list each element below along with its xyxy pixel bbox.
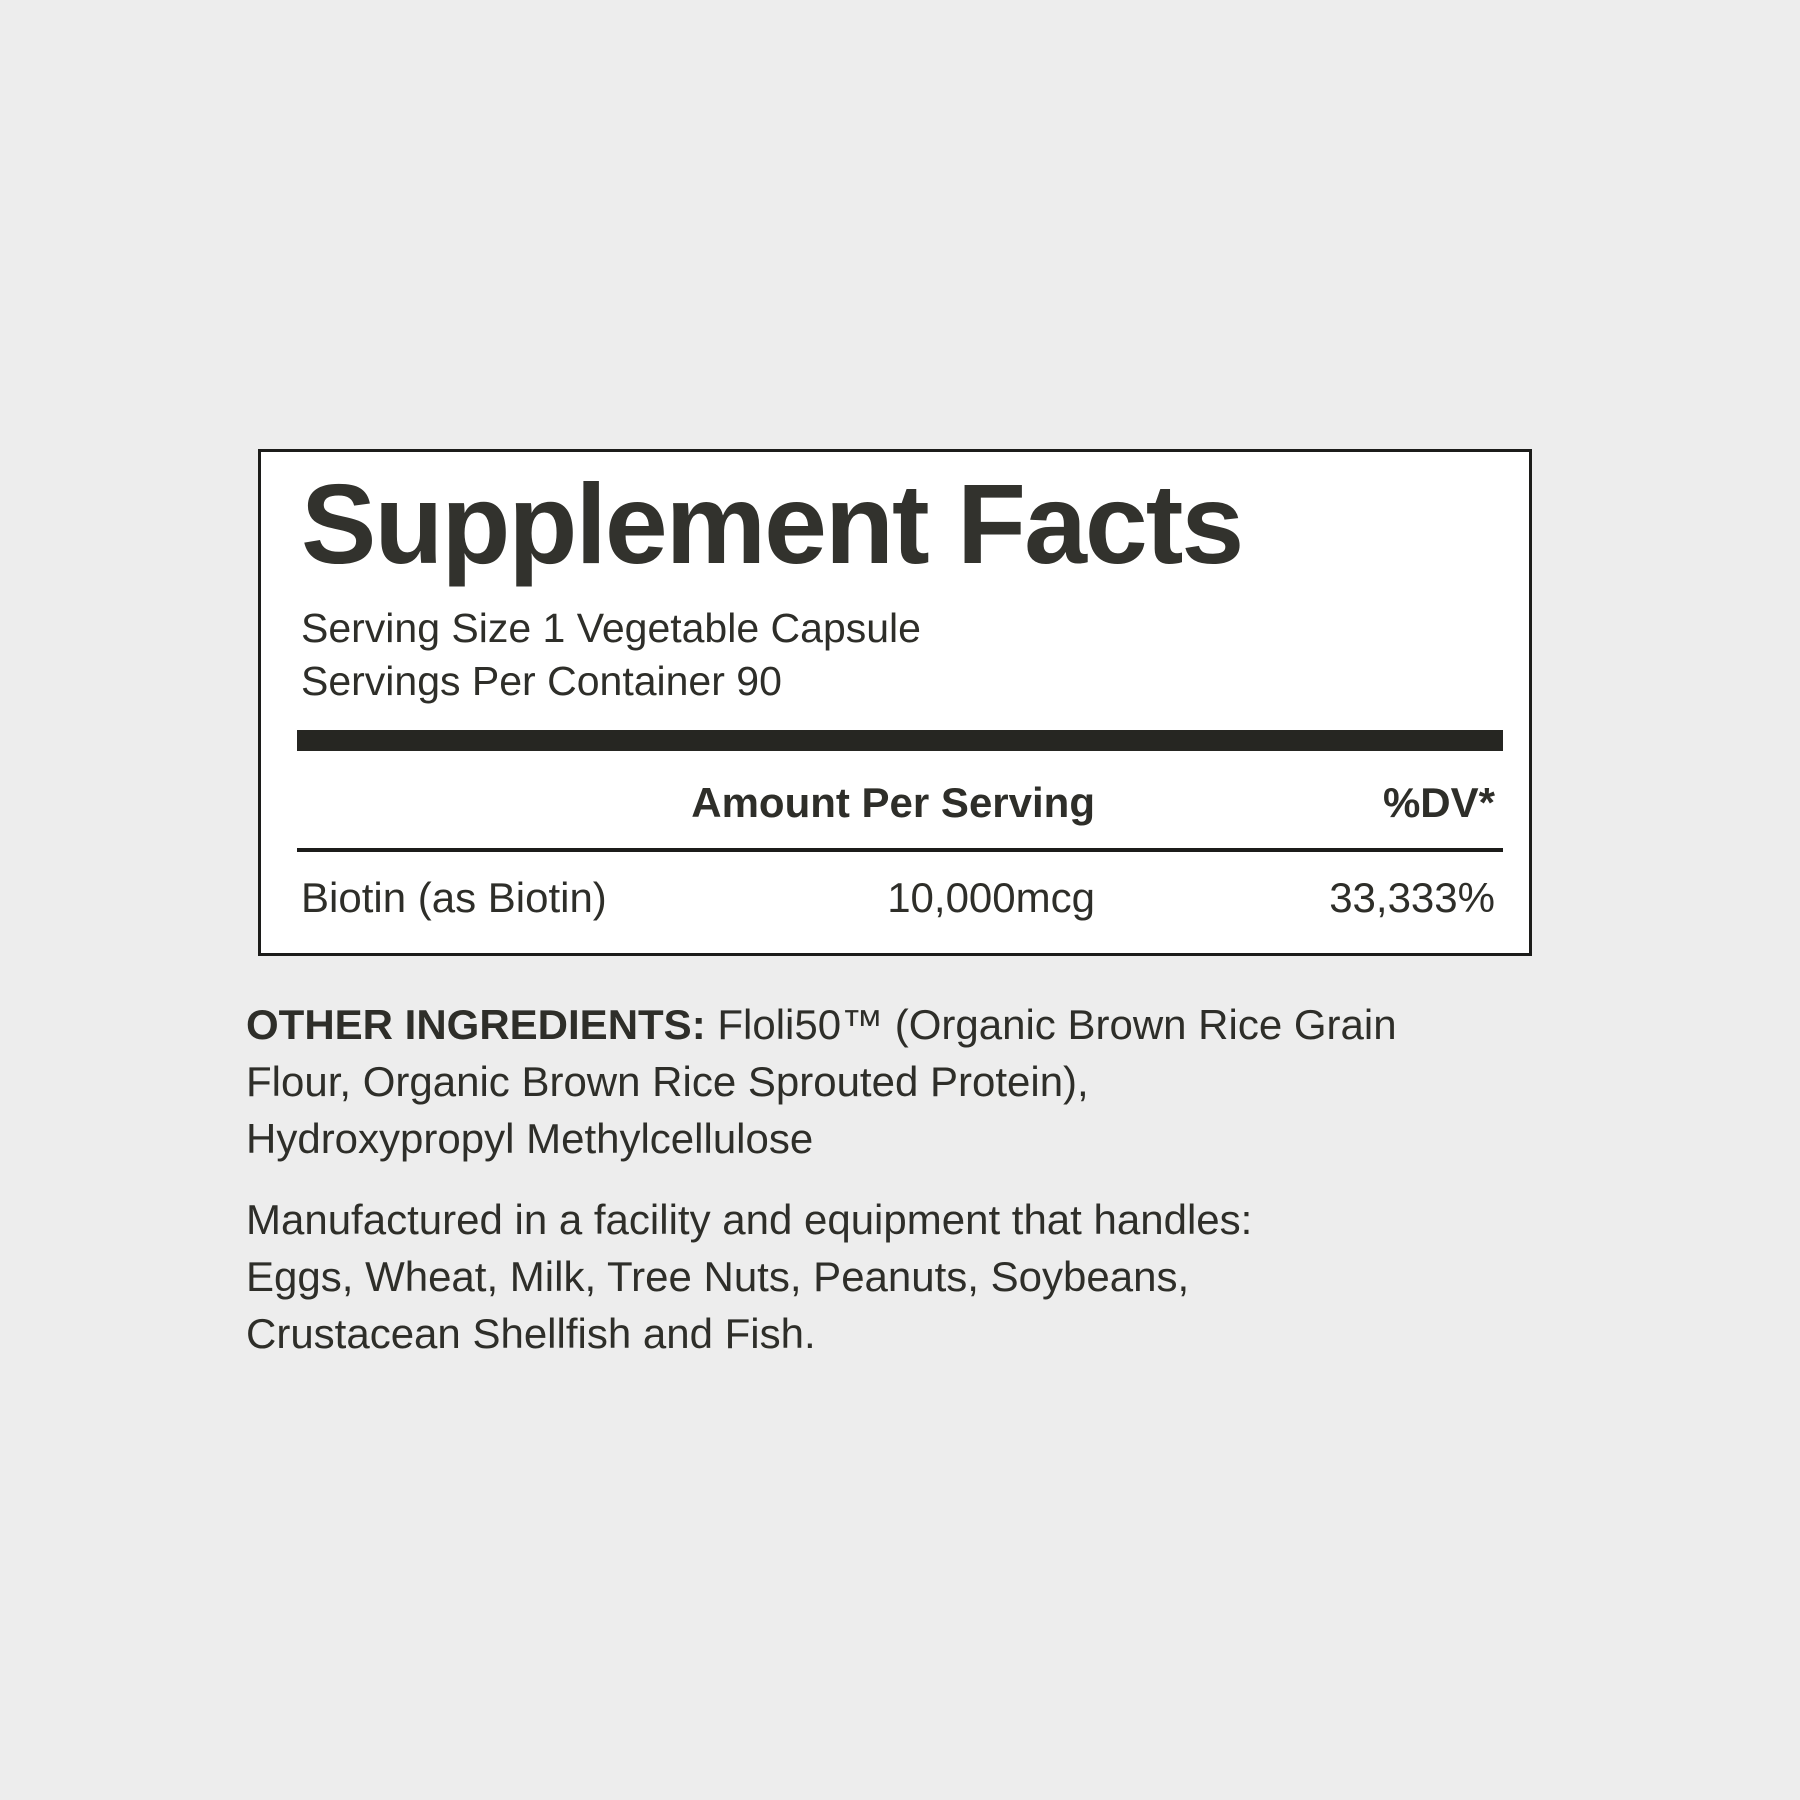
panel-title: Supplement Facts (301, 461, 1243, 587)
thin-divider (297, 848, 1503, 852)
allergen-statement-paragraph (246, 1191, 1566, 1362)
other-ingredients-line-3: Hydroxypropyl Methylcellulose (246, 1115, 814, 1162)
percent-dv-header: %DV* (1382, 778, 1495, 826)
other-ingredients-line-2: Flour, Organic Brown Rice Sprouted Protein), (246, 1058, 1089, 1105)
nutrient-name: Biotin (as Biotin) (301, 873, 607, 921)
other-ingredients-line-1: Floli50™ (Organic Brown Rice Grain (717, 1001, 1397, 1048)
other-ingredients-paragraph (246, 996, 1566, 1167)
serving-size-line: Serving Size 1 Vegetable Capsule (301, 604, 921, 651)
allergen-line-1: Manufactured in a facility and equipment that handles: (246, 1196, 1253, 1243)
supplement-facts-panel (258, 449, 1532, 956)
amount-per-serving-header: Amount Per Serving (691, 778, 1095, 826)
nutrient-dv-value: 33,333% (1329, 873, 1495, 921)
other-ingredients-label: OTHER INGREDIENTS: (246, 1001, 706, 1048)
allergen-line-3: Crustacean Shellfish and Fish. (246, 1310, 816, 1357)
table-row (301, 871, 1495, 924)
servings-per-container-line: Servings Per Container 90 (301, 657, 782, 704)
allergen-line-2: Eggs, Wheat, Milk, Tree Nuts, Peanuts, Soybeans, (246, 1253, 1190, 1300)
table-header-row (301, 776, 1495, 829)
thick-divider (297, 730, 1503, 751)
nutrient-amount: 10,000mcg (887, 873, 1095, 921)
